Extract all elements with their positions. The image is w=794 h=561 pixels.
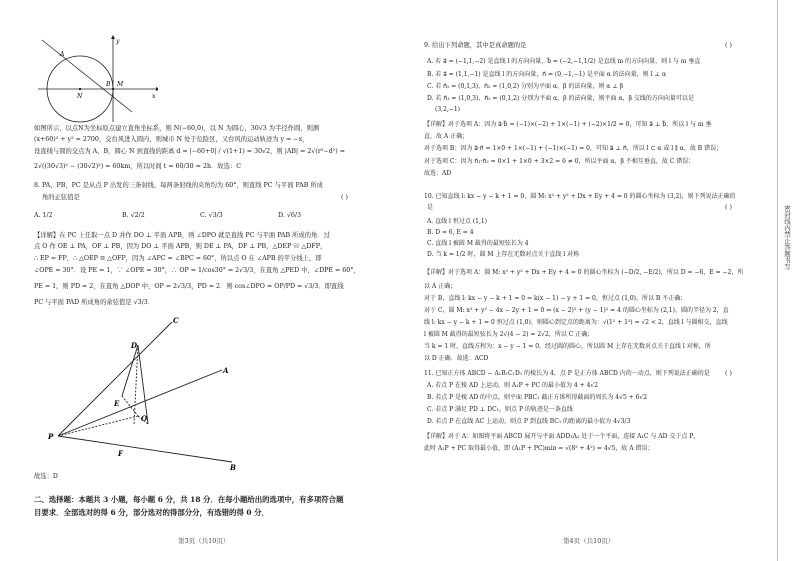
q9-option-d: D. 若 n⃗₁ = (1,0,3)，n⃗₂ = (0,1,2) 分别为平面 α，β 的法向量，则平面 α，β 交线的方向向量可以是 bbox=[427, 95, 694, 102]
q8-option-a: A. 1/2 bbox=[34, 212, 53, 219]
section-2-line-1: 二、选择题：本题共 3 小题，每小题 6 分，共 18 分．在每小题给出的选项中，有多项符合题 bbox=[34, 495, 344, 504]
q9-stem: 9. 给出下列命题，其中是真命题的是 bbox=[424, 42, 527, 49]
q11-option-b: B. 若点 P 是棱 AD 的中点，则平面 PBC₁ 截正方体所得截面的周长为 4√5 + 6√2 bbox=[427, 394, 648, 401]
circle-figure bbox=[28, 32, 158, 124]
sol9-line-4: 对于选项 C：因为 n⃗₁·n⃗₂ = 0×1 + 1×0 + 3×2 = 6 ≠ 0，所以平面 α，β 不相互垂直，故 C 错误； bbox=[424, 158, 695, 165]
sol10-line-8: 以 D 正确．故选：ACD bbox=[424, 355, 489, 362]
section-2-line-2: 目要求．全部选对的得 6 分，部分选对的得部分分，有选错的得 0 分． bbox=[34, 508, 269, 517]
label-M: M bbox=[117, 81, 124, 88]
sol9-line-1: 【详解】对于选项 A：因为 a⃗·b⃗ = (−1)×(−2) + 1×(−1) + (−2)×1/2 = 0，可知 a⃗ ⊥ b⃗，所以 l 与 m 垂 bbox=[424, 121, 712, 128]
page-4 bbox=[397, 0, 794, 561]
sol11-line-2: 此时 A₁P + PC 取得最小值，即 (A₁P + PC)min = √(8² + 4²) = 4√5，故 A 错误； bbox=[424, 445, 654, 452]
sol10-line-7: 当 k = 1 时，直线方程为：x − y − 1 = 0，经过圆的圆心，所以圆 M 上存在无数对点关于直线 l 对称，所 bbox=[424, 343, 711, 350]
page-footer-4: 第4页（共10页） bbox=[563, 537, 615, 545]
p1-line-3: 设直线与圆的交点为 A，B，圆心 N 到直线的距离 d = |−60+0| / √(1+1) = 30√2，则 |AB| = 2√(r²−d²) = bbox=[34, 148, 345, 155]
p1-line-2: (x+60)² + y² = 2700，交台风进入圆内，则城市 N 处于危险区，又台风的运动轨迹为 y = −x， bbox=[34, 136, 309, 143]
q9-option-c: C. 若 n⃗₁ = (0,1,3)，n⃗₂ = (1,0,2) 分别为平面 α，β 的法向量，则 α ⊥ β bbox=[427, 83, 624, 90]
q11-option-a: A. 若点 P 在棱 AD 上运动，则 A₁P + PC 的最小值为 4 + 4√2 bbox=[427, 382, 599, 389]
label-E: E bbox=[114, 399, 120, 408]
q8-stem-1: 8. PA，PB，PC 是从点 P 出发的三条射线，每两条射线的夹角均为 60°，则直线 PC 与平面 PAB 所成 bbox=[34, 182, 323, 189]
sol10-line-1: 【详解】对于选项 A：圆 M: x² + y² + Dx + Ey + 4 = 0 的圆心坐标为 (−D/2, −E/2)，所以 D = −6，E = −2，所 bbox=[424, 269, 744, 276]
q11-option-d: D. 若点 P 在直线 AC 上运动，则点 P 到直线 BC₁ 的距离的最小值为 4√3/3 bbox=[427, 418, 631, 425]
p1-line-1: 如图所示，以点N为坐标原点建立直角坐标系，则 N(−60,0)，以 N 为圆心，30√3 为半径作圆，则测 bbox=[34, 125, 320, 132]
q10-option-c: C. 直线 l 被圆 M 截得的最短弦长为 4 bbox=[427, 240, 529, 247]
sol9-line-5: 故选：AD bbox=[424, 170, 452, 177]
binding-line bbox=[777, 0, 778, 561]
sol10-line-2: 以 A 正确； bbox=[424, 283, 457, 290]
label-C: C bbox=[173, 316, 179, 325]
q8-stem-2: 角的正弦值是 bbox=[42, 194, 80, 201]
page-footer-3: 第3页（共10页） bbox=[178, 537, 230, 545]
q9-option-b: B. 若 a⃗ = (1,1,−1) 是直线 l 的方向向量，n⃗ = (0,−1,−1) 是平面 α 的法向量，则 l ⊥ α bbox=[427, 71, 667, 78]
answer-8: 故选：D bbox=[34, 473, 58, 480]
q10-stem-2: 是 bbox=[427, 204, 434, 211]
q9-option-a: A. 若 a⃗ = (−1,1,−2) 是直线 l 的方向向量，b⃗ = (−2,−1,1/2) 是直线 m 的方向向量，则 l 与 m 垂直 bbox=[427, 58, 701, 65]
q11-option-c: C. 若点 P 满足 PD ⊥ DC₁，则点 P 的轨迹是一条直线 bbox=[427, 406, 573, 413]
pyramid-figure bbox=[40, 312, 260, 472]
sol9-line-2: 直，故 A 正确； bbox=[424, 133, 469, 140]
sol11-line-1: 【详解】对于 A：如图将平面 ABCD 展开与平面 ADD₁A₁ 处于一个平面，连接 A₁C 与 AD 交于点 P， bbox=[424, 433, 700, 440]
label-N: N bbox=[77, 93, 83, 100]
q10-option-d: D. 当 k = 1/2 时，圆 M 上存在无数对点关于直线 l 对称 bbox=[427, 251, 580, 258]
label-D: D bbox=[131, 341, 138, 350]
q11-stem: 11. 已知正方体 ABCD − A₁B₁C₁D₁ 的棱长为 4，点 P 是正方体 ABCD 内的一动点，则下列说法正确的是 bbox=[424, 370, 710, 377]
q8-blank: ( ) bbox=[341, 194, 348, 201]
sol8-line-5: PE = 1，则 PD = 2，在直角 △DOP 中，OP = 2√3/3，PD = 2．则 cos∠DPO = OP/PD = √3/3．即直线 bbox=[34, 283, 344, 290]
sol8-line-4: ∠OPE = 30°．设 PE = 1，∵ ∠OPE = 30°，∴ OP = 1/cos30° = 2√3/3，在直角 △PED 中，∠DPE = 60°， bbox=[34, 267, 360, 274]
label-x: x bbox=[152, 93, 156, 100]
q8-option-c: C. √3/3 bbox=[200, 212, 223, 219]
label-B: B bbox=[106, 81, 111, 88]
sol10-line-6: l 被圆 M 截得的最短弦长为 2√(4 − 2) = 2√2，所以 C 正确； bbox=[424, 331, 594, 338]
q10-stem-1: 10. 已知直线 l: kx − y − k + 1 = 0，圆 M: x² + y² + Dx + Ey + 4 = 0 的圆心坐标为 (3,2)，则下列说法正确的 bbox=[424, 193, 736, 200]
sol10-line-3: 对于 B，直线 l: kx − y − k + 1 = 0 ⇔ k(x − 1) − y + 1 = 0，恒过点 (1,0)，所以 B 不正确； bbox=[424, 295, 687, 302]
sol10-line-4: 对于 C，圆 M: x² + y² − 4x − 2y + 1 = 0 ⇔ (x − 2)² + (y − 1)² = 4 的圆心坐标为 (2,1)，圆的半径为 2，直 bbox=[424, 307, 729, 314]
q10-option-b: B. D = 6, E = 4 bbox=[427, 229, 474, 236]
q9-option-d-cont: (3,2,−1) bbox=[435, 106, 460, 113]
q10-option-a: A. 直线 l 恒过点 (1,1) bbox=[427, 218, 488, 225]
sol8-line-3: ∴ EP = FP，∴ △OEP ≌ △OFP，因为 ∠APC = ∠BPC = 60°，所以点 O 在 ∠APB 的平分线上，即 bbox=[34, 255, 322, 262]
q8-option-d: D. √6/3 bbox=[278, 212, 301, 219]
sol8-line-6: PC 与平面 PAD 所成角的余弦值是 √3/3． bbox=[34, 299, 155, 306]
sol10-line-5: 线 l: kx − y − k + 1 = 0 恒过点 (1,0)，则圆心到定点的距离为：√(1² + 1²) = √2 < 2，直线 l 与圆相交，直线 bbox=[424, 319, 728, 326]
q11-blank: ( ) bbox=[725, 370, 732, 377]
label-A: A bbox=[223, 366, 229, 375]
p1-line-4: 2√((30√3)² − (30√2)²) = 60km，所以时间 t = 60/30 = 2h．故选：C bbox=[34, 163, 242, 170]
sol8-line-1: 【详解】在 PC 上任取一点 D 并作 DO ⊥ 平面 APB，则 ∠DPO 就是直线 PC 与平面 PAB 所成的角．过 bbox=[34, 232, 330, 239]
label-y: y bbox=[116, 38, 120, 45]
label-B: B bbox=[230, 463, 236, 472]
q8-option-b: B. √2/2 bbox=[122, 212, 145, 219]
label-O: O bbox=[141, 414, 148, 423]
q9-blank: ( ) bbox=[725, 42, 732, 49]
sol9-line-3: 对于选项 B：因为 a⃗·n⃗ = 1×0 + 1×(−1) + (−1)×(−1) = 0，可知 a⃗ ⊥ n⃗，所以 l ⊂ α 或 l ∥ α，故 B 错误； bbox=[424, 145, 723, 152]
q10-blank: ( ) bbox=[725, 204, 732, 211]
label-A: A bbox=[60, 51, 65, 58]
label-P: P bbox=[48, 432, 54, 441]
label-F: F bbox=[118, 449, 123, 458]
sol8-line-2: 点 O 作 OE ⊥ PA，OF ⊥ PB，因为 DO ⊥ 平面 APB，则 DE ⊥ PA，DF ⊥ PB，△DEP ≌ △DFP， bbox=[34, 243, 327, 250]
seal-line-notice: 密封线内禁止答题书写 bbox=[783, 205, 791, 270]
